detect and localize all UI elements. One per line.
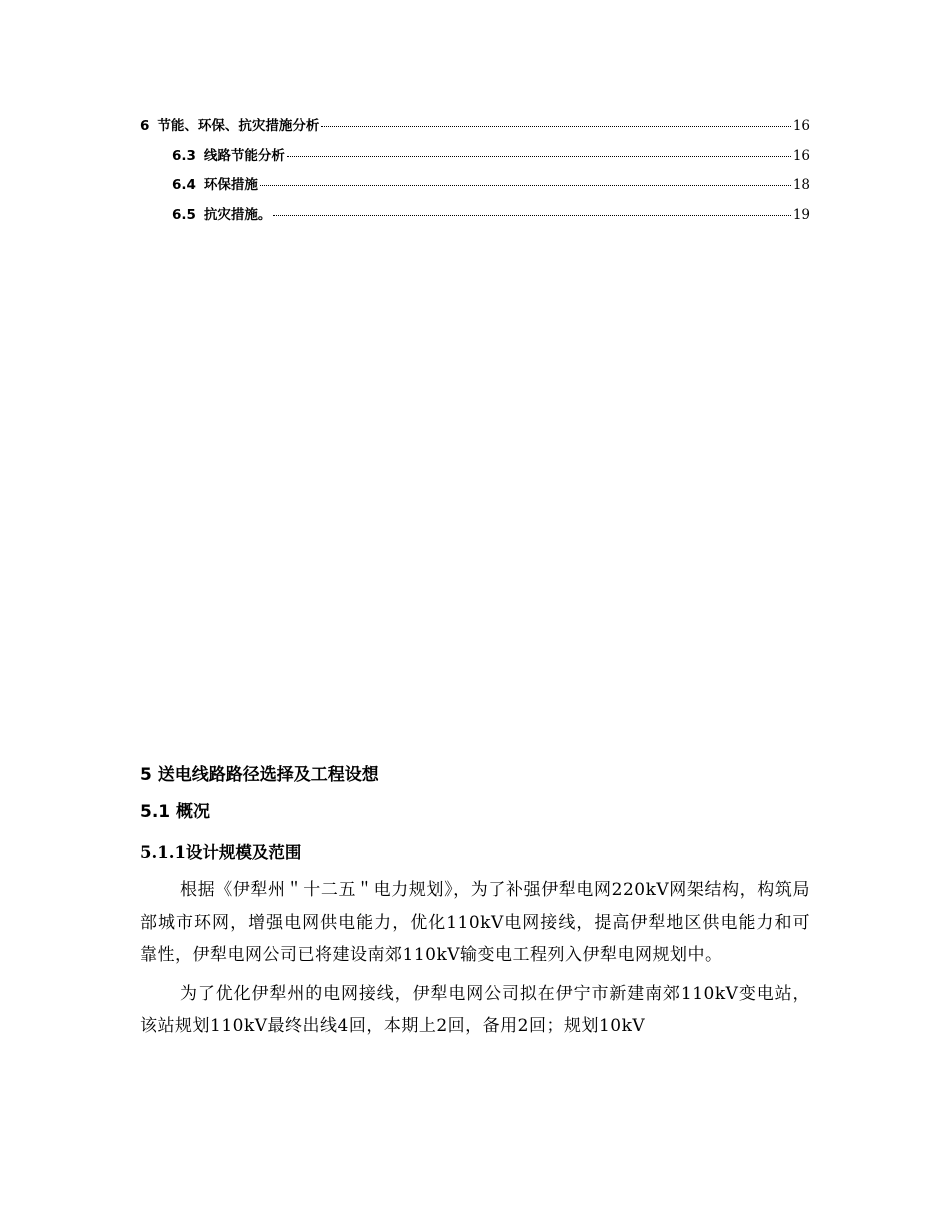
toc-leader-dots: [321, 126, 790, 127]
toc-number: 6.4: [172, 177, 196, 193]
toc-title: 环保措施: [203, 177, 258, 193]
toc-entry[interactable]: [140, 114, 810, 144]
section-heading: 5 送电线路路径选择及工程设想: [140, 765, 379, 785]
toc-title: 线路节能分析: [203, 147, 285, 164]
toc-entry[interactable]: [140, 173, 810, 203]
sub-subsection-heading: 5.1.1设计规模及范围: [140, 843, 302, 862]
toc-title: 抗灾措施。: [203, 206, 272, 223]
section-content: [140, 758, 810, 1049]
body-paragraph: 根据《伊犁州＂十二五＂电力规划》，为了补强伊犁电网220kV网架结构，构筑局部城市环网，增强电网供电能力，优化110kV电网接线，提高伊犁地区供电能力和可靠性，伊犁电网公司已将建设南郊110kV输变电工程列入伊犁电网规划中。: [140, 880, 810, 965]
toc-number: 6.5: [172, 206, 196, 223]
toc-page-number: 19: [792, 206, 810, 223]
toc-number: 6.3: [172, 147, 196, 164]
toc-title: 节能、环保、抗灾措施分析: [157, 118, 320, 134]
toc-page-number: 18: [792, 177, 810, 193]
toc-page-number: 16: [792, 147, 810, 164]
toc-page-number: 16: [792, 118, 810, 134]
toc-leader-dots: [287, 156, 791, 157]
table-of-contents: [140, 114, 810, 232]
body-paragraph: 为了优化伊犁州的电网接线，伊犁电网公司拟在伊宁市新建南郊110kV变电站，该站规划110kV最终出线4回，本期上2回，备用2回；规划10kV: [140, 983, 810, 1036]
toc-leader-dots: [273, 215, 790, 216]
subsection-heading: 5.1 概况: [140, 802, 211, 822]
toc-number: 6: [140, 118, 150, 134]
toc-leader-dots: [260, 185, 791, 186]
toc-entry[interactable]: [140, 144, 810, 174]
toc-entry[interactable]: [140, 203, 810, 233]
